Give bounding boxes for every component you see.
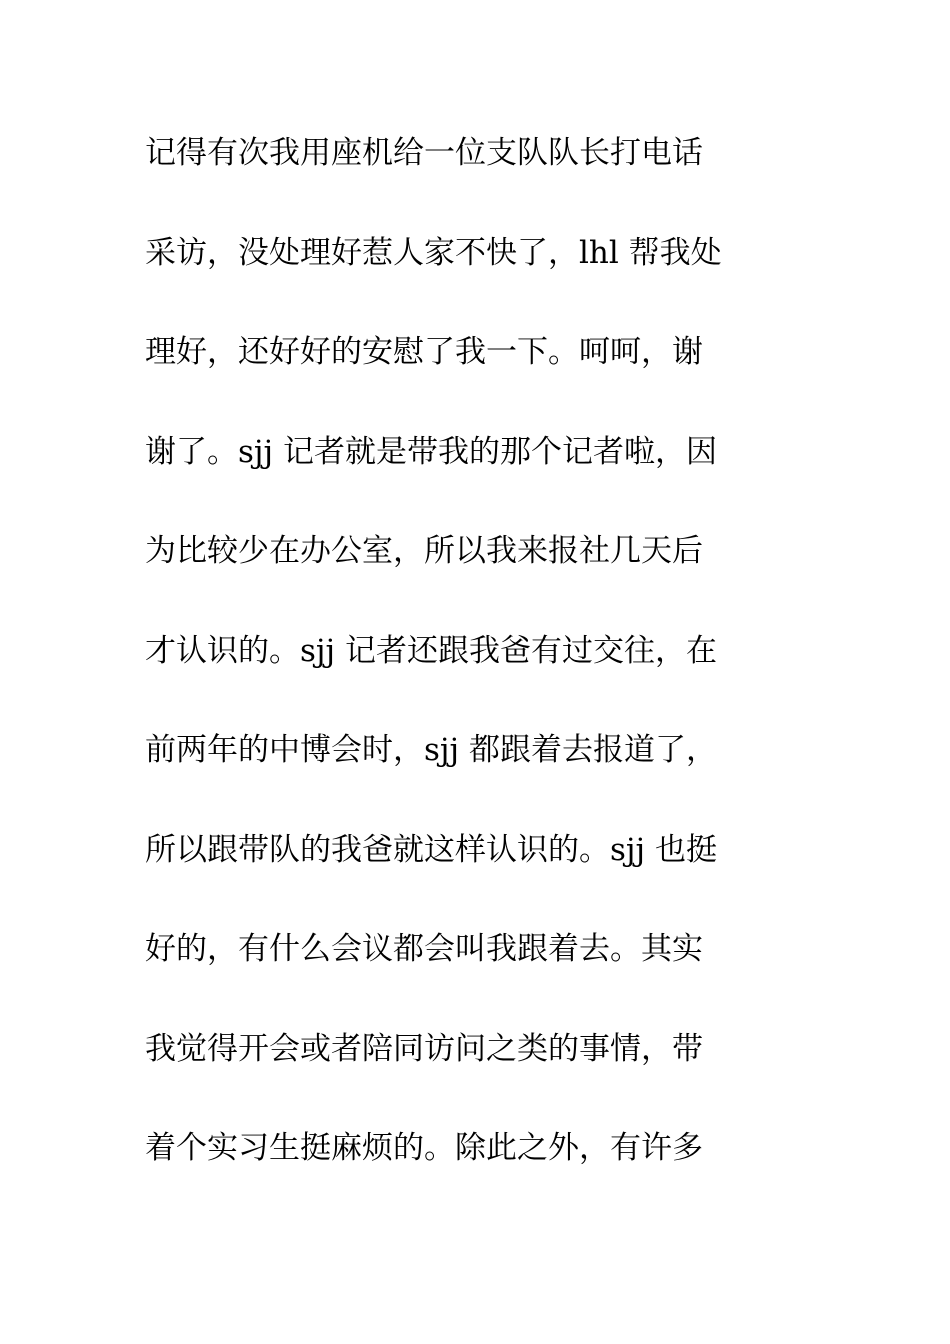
- text-line-6: 才认识的。sjj 记者还跟我爸有过交往，在: [145, 632, 717, 669]
- text-line-2: 采访，没处理好惹人家不快了，lhl 帮我处: [145, 234, 722, 271]
- text-line-9: 好的，有什么会议都会叫我跟着去。其实: [145, 931, 703, 967]
- text-line-1: 记得有次我用座机给一位支队队长打电话: [145, 135, 703, 171]
- text-line-3: 理好，还好好的安慰了我一下。呵呵，谢: [145, 334, 703, 370]
- body-text: [145, 120, 825, 1215]
- text-line-5: 为比较少在办公室，所以我来报社几天后: [145, 533, 703, 569]
- text-line-11: 着个实习生挺麻烦的。除此之外，有许多: [145, 1130, 703, 1166]
- text-line-4: 谢了。sjj 记者就是带我的那个记者啦，因: [145, 433, 717, 470]
- text-line-10: 我觉得开会或者陪同访问之类的事情，带: [145, 1030, 703, 1067]
- text-line-8: 所以跟带队的我爸就这样认识的。sjj 也挺: [145, 831, 717, 868]
- text-line-7: 前两年的中博会时，sjj 都跟着去报道了，: [145, 732, 717, 768]
